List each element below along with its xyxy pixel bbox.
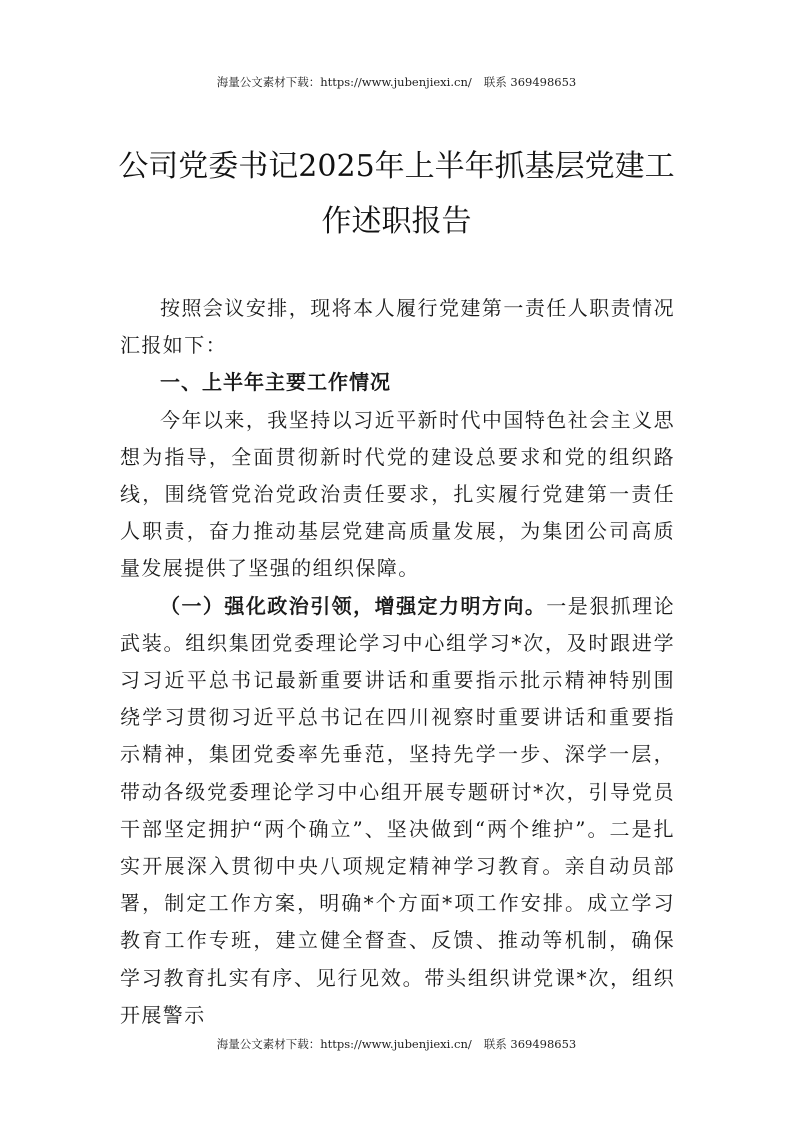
header-download-label: 海量公文素材下载： (216, 75, 321, 89)
subsection-1-heading: （一）强化政治引领，增强定力明方向。 (160, 593, 547, 618)
footer-download-label: 海量公文素材下载： (216, 1037, 321, 1051)
document-title-line-2: 作述职报告 (321, 204, 472, 239)
intro-paragraph: 按照会议安排，现将本人履行党建第一责任人职责情况汇报如下： (120, 296, 675, 358)
header-contact: 联系 369498653 (483, 75, 577, 89)
section-1-paragraph: 今年以来，我坚持以习近平新时代中国特色社会主义思想为指导，全面贯彻新时代党的建设总要求和党的组织路线，围绕管党治党政治责任要求，扎实履行党建第一责任人职责，奋力推动基层党建高质量发展，为集团公司高质量发展提供了坚强的组织保障。 (120, 407, 675, 581)
page-footer (0, 1036, 793, 1052)
document-body (120, 290, 675, 1034)
footer-url-link[interactable]: https://www.jubenjiexi.cn/ (320, 1037, 472, 1051)
document-title-line-1: 公司党委书记2025年上半年抓基层党建工 (118, 149, 675, 184)
subsection-1-paragraph (120, 588, 675, 1034)
footer-contact: 联系 369498653 (483, 1037, 577, 1051)
page-header (0, 74, 793, 90)
header-url-link[interactable]: https://www.jubenjiexi.cn/ (320, 75, 472, 89)
subsection-1-text: 一是狠抓理论武装。组织集团党委理论学习中心组学习*次，及时跟进学习习近平总书记最新重要讲话和重要指示批示精神特别围绕学习贯彻习近平总书记在四川视察时重要讲话和重要指示精神，集团党委率先垂范，坚持先学一步、深学一层，带动各级党委理论学习中心组开展专题研讨*次，引导党员干部坚定拥护“两个确立”、坚决做到“两个维护”。二是扎实开展深入贯彻中央八项规定精神学习教育。亲自动员部署，制定工作方案，明确*个方面*项工作安排。成立学习教育工作专班，建立健全督查、反馈、推动等机制，确保学习教育扎实有序、见行见效。带头组织讲党课*次，组织开展警示 (120, 593, 675, 1027)
section-1-heading: 一、上半年主要工作情况 (160, 370, 391, 395)
